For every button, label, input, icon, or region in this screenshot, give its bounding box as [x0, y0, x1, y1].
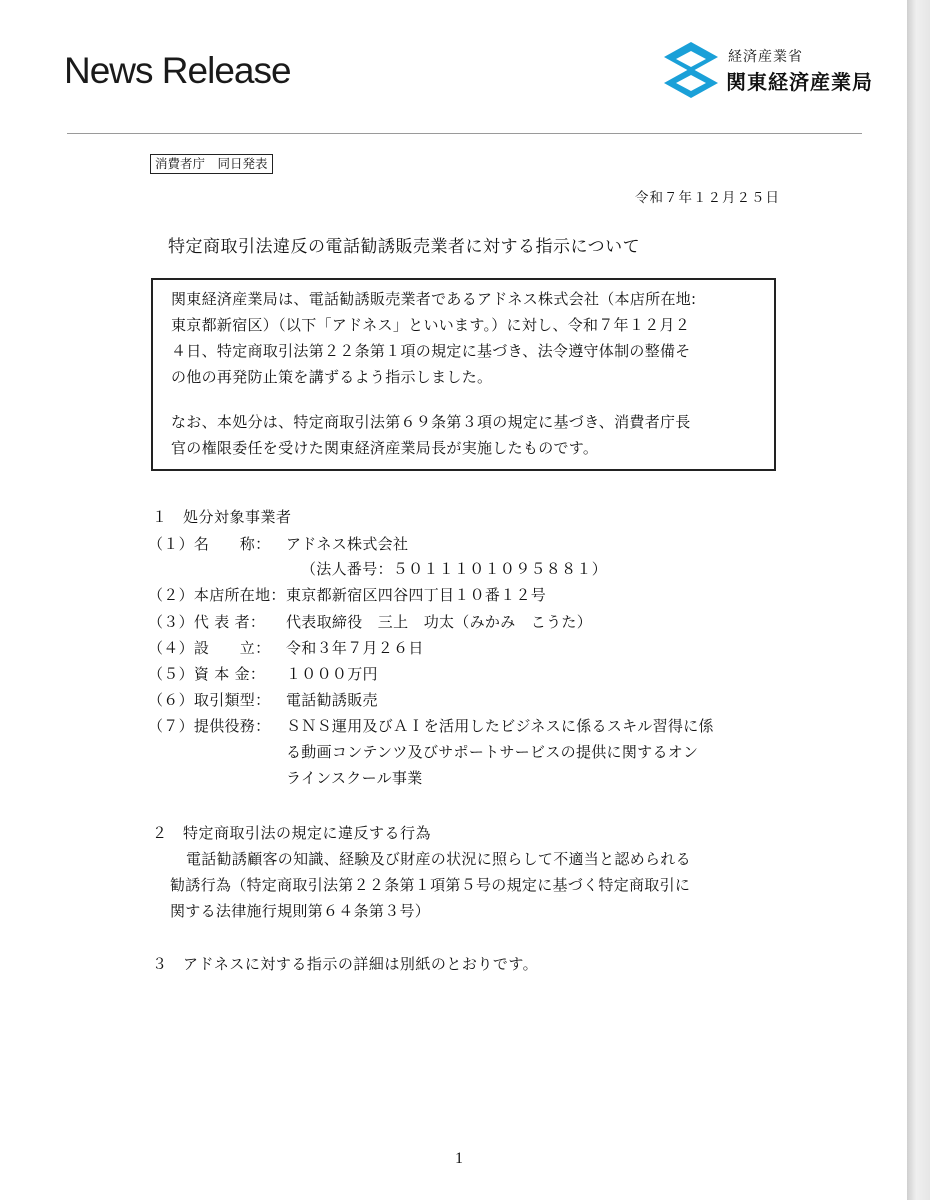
bureau-logo-icon — [662, 40, 720, 100]
info-value: 東京都新宿区四谷四丁目１０番１２号 — [286, 586, 547, 604]
info-row — [148, 663, 378, 684]
info-row — [148, 611, 592, 632]
summary-line: なお、本処分は、特定商取引法第６９条第３項の規定に基づき、消費者庁長 — [171, 413, 691, 431]
info-row — [148, 637, 424, 658]
release-date: 令和７年１２月２５日 — [635, 190, 780, 206]
section2-line: 電話勧誘顧客の知識、経験及び財産の状況に照らして不適当と認められる — [186, 850, 691, 868]
summary-line: 関東経済産業局は、電話勧誘販売業者であるアドネス株式会社（本店所在地: — [171, 290, 697, 308]
summary-line: 官の権限委任を受けた関東経済産業局長が実施したものです。 — [171, 439, 599, 457]
info-row — [148, 689, 378, 710]
page-number: 1 — [455, 1150, 463, 1167]
info-value: ＳＮＳ運用及びＡＩを活用したビジネスに係るスキル習得に係 — [286, 717, 714, 735]
section3-heading: ３ アドネスに対する指示の詳細は別紙のとおりです。 — [152, 955, 539, 973]
info-value: 電話勧誘販売 — [286, 691, 378, 709]
info-continuation: ラインスクール事業 — [286, 769, 423, 787]
section2-line: 関する法律施行規則第６４条第３号） — [170, 902, 431, 920]
info-label: （５）資 本 金： — [148, 665, 266, 683]
info-label: （１）名 称： — [148, 535, 271, 553]
info-value: 代表取締役 三上 功太（みかみ こうた） — [286, 613, 593, 631]
info-continuation: る動画コンテンツ及びサポートサービスの提供に関するオン — [286, 743, 699, 761]
document-title: 特定商取引法違反の電話勧誘販売業者に対する指示について — [168, 237, 641, 257]
summary-line: 東京都新宿区）（以下「アドネス」といいます。）に対し、令和７年１２月２ — [171, 316, 691, 334]
summary-box — [151, 278, 776, 471]
info-value: 令和３年７月２６日 — [286, 639, 424, 657]
info-label: （２）本店所在地： — [148, 586, 286, 604]
summary-line: の他の再発防止策を講ずるよう指示しました。 — [171, 368, 493, 386]
summary-line: ４日、特定商取引法第２２条第１項の規定に基づき、法令遵守体制の整備そ — [171, 342, 691, 360]
section2-heading: ２ 特定商取引法の規定に違反する行為 — [152, 824, 432, 842]
bureau-name: 関東経済産業局 — [726, 70, 873, 94]
kanto-bureau-logo — [662, 40, 892, 102]
info-value: １０００万円 — [286, 665, 378, 683]
info-value: （法人番号：５０１１１０１０９５８８１） — [301, 560, 608, 578]
joint-announcement-label: 消費者庁 同日発表 — [150, 154, 273, 174]
page-edge-shadow — [907, 0, 930, 1200]
section2-line: 勧誘行為（特定商取引法第２２条第１項第５号の規定に基づく特定商取引に — [170, 876, 691, 894]
section1-heading: １ 処分対象事業者 — [152, 508, 292, 526]
info-row — [148, 533, 408, 554]
info-label: （７）提供役務： — [148, 717, 271, 735]
info-row — [148, 715, 714, 736]
info-row — [148, 584, 546, 605]
news-release-title: News Release — [64, 50, 291, 91]
info-label: （６）取引類型： — [148, 691, 271, 709]
header-divider — [67, 133, 862, 134]
info-label: （３）代 表 者： — [148, 613, 266, 631]
info-label: （４）設 立： — [148, 639, 271, 657]
info-row — [148, 558, 607, 579]
ministry-name: 経済産業省 — [728, 49, 803, 65]
info-value: アドネス株式会社 — [286, 535, 409, 553]
